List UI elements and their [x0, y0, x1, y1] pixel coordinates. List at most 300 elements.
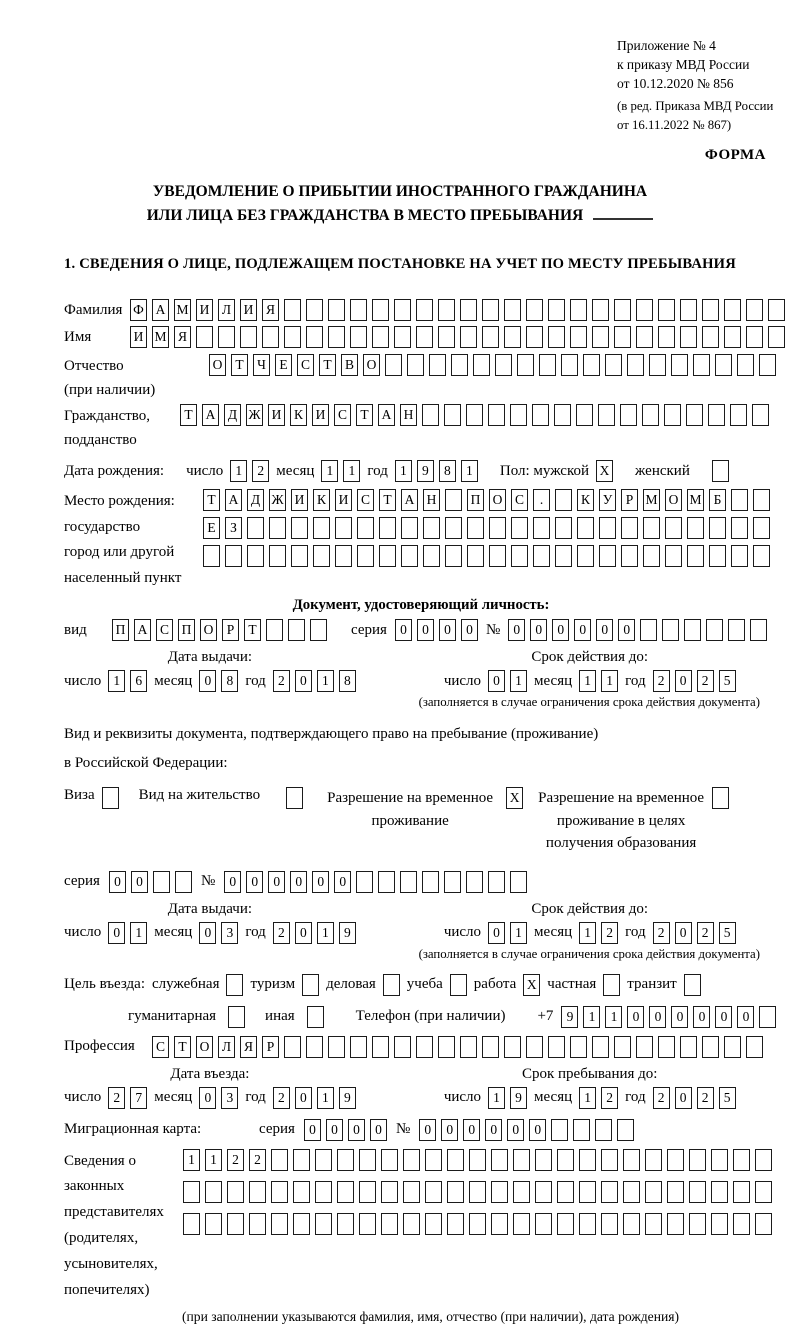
char-cell[interactable]: О — [665, 489, 682, 511]
char-cell[interactable] — [286, 787, 303, 809]
char-cell[interactable] — [451, 354, 468, 376]
char-cell[interactable]: Р — [222, 619, 239, 641]
char-cell[interactable] — [357, 545, 374, 567]
char-cell[interactable] — [394, 299, 411, 321]
char-cell[interactable]: С — [357, 489, 374, 511]
char-cell[interactable]: Т — [180, 404, 197, 426]
char-cell[interactable]: М — [174, 299, 191, 321]
char-cell[interactable]: Т — [174, 1036, 191, 1058]
char-cell[interactable]: К — [577, 489, 594, 511]
char-cell[interactable] — [548, 1036, 565, 1058]
char-cell[interactable]: 0 — [461, 619, 478, 641]
char-cell[interactable] — [711, 1181, 728, 1203]
char-cell[interactable] — [205, 1213, 222, 1235]
char-cell[interactable]: 2 — [653, 1087, 670, 1109]
char-cell[interactable] — [680, 326, 697, 348]
char-cell[interactable]: И — [130, 326, 147, 348]
char-cell[interactable] — [444, 404, 461, 426]
char-cell[interactable] — [557, 1181, 574, 1203]
char-cell[interactable]: 0 — [417, 619, 434, 641]
char-cell[interactable] — [394, 326, 411, 348]
char-cell[interactable] — [689, 1181, 706, 1203]
char-cell[interactable] — [642, 404, 659, 426]
char-cell[interactable] — [712, 787, 729, 809]
char-cell[interactable]: 0 — [199, 1087, 216, 1109]
char-cell[interactable] — [680, 1036, 697, 1058]
char-cell[interactable] — [570, 1036, 587, 1058]
char-cell[interactable] — [539, 354, 556, 376]
char-cell[interactable]: 1 — [488, 1087, 505, 1109]
char-cell[interactable] — [359, 1149, 376, 1171]
char-cell[interactable] — [671, 354, 688, 376]
char-cell[interactable] — [302, 974, 319, 996]
char-cell[interactable] — [306, 1036, 323, 1058]
char-cell[interactable] — [315, 1213, 332, 1235]
char-cell[interactable] — [711, 1213, 728, 1235]
char-cell[interactable] — [445, 545, 462, 567]
char-cell[interactable] — [687, 545, 704, 567]
char-cell[interactable] — [460, 299, 477, 321]
char-cell[interactable] — [712, 460, 729, 482]
char-cell[interactable] — [643, 517, 660, 539]
char-cell[interactable] — [438, 326, 455, 348]
char-cell[interactable] — [579, 1181, 596, 1203]
char-cell[interactable]: Л — [218, 299, 235, 321]
char-cell[interactable] — [383, 974, 400, 996]
char-cell[interactable] — [535, 1149, 552, 1171]
char-cell[interactable] — [614, 1036, 631, 1058]
char-cell[interactable]: Ч — [253, 354, 270, 376]
char-cell[interactable]: 0 — [334, 871, 351, 893]
char-cell[interactable] — [667, 1213, 684, 1235]
char-cell[interactable]: 0 — [295, 1087, 312, 1109]
char-cell[interactable] — [768, 326, 785, 348]
char-cell[interactable] — [592, 1036, 609, 1058]
char-cell[interactable] — [469, 1149, 486, 1171]
char-cell[interactable]: Т — [319, 354, 336, 376]
char-cell[interactable]: Я — [174, 326, 191, 348]
char-cell[interactable] — [313, 545, 330, 567]
char-cell[interactable]: 1 — [605, 1006, 622, 1028]
char-cell[interactable] — [315, 1181, 332, 1203]
char-cell[interactable] — [269, 545, 286, 567]
char-cell[interactable] — [218, 326, 235, 348]
char-cell[interactable] — [576, 404, 593, 426]
char-cell[interactable] — [599, 545, 616, 567]
char-cell[interactable]: О — [200, 619, 217, 641]
char-cell[interactable] — [401, 517, 418, 539]
char-cell[interactable] — [510, 871, 527, 893]
char-cell[interactable] — [357, 517, 374, 539]
char-cell[interactable] — [284, 326, 301, 348]
char-cell[interactable] — [372, 299, 389, 321]
char-cell[interactable]: Ф — [130, 299, 147, 321]
char-cell[interactable]: О — [196, 1036, 213, 1058]
char-cell[interactable] — [356, 871, 373, 893]
char-cell[interactable] — [310, 619, 327, 641]
char-cell[interactable]: 7 — [130, 1087, 147, 1109]
char-cell[interactable]: 8 — [339, 670, 356, 692]
char-cell[interactable] — [702, 1036, 719, 1058]
char-cell[interactable] — [737, 354, 754, 376]
char-cell[interactable] — [269, 517, 286, 539]
char-cell[interactable] — [205, 1181, 222, 1203]
char-cell[interactable]: 0 — [199, 922, 216, 944]
char-cell[interactable] — [601, 1213, 618, 1235]
char-cell[interactable]: 1 — [317, 1087, 334, 1109]
char-cell[interactable]: 0 — [290, 871, 307, 893]
char-cell[interactable]: 9 — [561, 1006, 578, 1028]
char-cell[interactable]: 9 — [510, 1087, 527, 1109]
char-cell[interactable]: 1 — [205, 1149, 222, 1171]
char-cell[interactable] — [102, 787, 119, 809]
char-cell[interactable] — [711, 1149, 728, 1171]
char-cell[interactable] — [491, 1213, 508, 1235]
char-cell[interactable] — [350, 299, 367, 321]
char-cell[interactable] — [262, 326, 279, 348]
char-cell[interactable]: 0 — [108, 922, 125, 944]
char-cell[interactable]: 2 — [601, 922, 618, 944]
char-cell[interactable] — [728, 619, 745, 641]
char-cell[interactable]: 1 — [461, 460, 478, 482]
char-cell[interactable] — [548, 326, 565, 348]
char-cell[interactable] — [482, 1036, 499, 1058]
char-cell[interactable]: 0 — [618, 619, 635, 641]
char-cell[interactable]: И — [240, 299, 257, 321]
char-cell[interactable] — [665, 545, 682, 567]
char-cell[interactable] — [416, 1036, 433, 1058]
char-cell[interactable] — [489, 545, 506, 567]
char-cell[interactable] — [627, 354, 644, 376]
char-cell[interactable] — [689, 1213, 706, 1235]
char-cell[interactable]: 0 — [370, 1119, 387, 1141]
char-cell[interactable] — [495, 354, 512, 376]
char-cell[interactable]: О — [489, 489, 506, 511]
char-cell[interactable] — [381, 1213, 398, 1235]
char-cell[interactable] — [291, 545, 308, 567]
char-cell[interactable]: И — [268, 404, 285, 426]
char-cell[interactable]: С — [152, 1036, 169, 1058]
char-cell[interactable] — [620, 404, 637, 426]
char-cell[interactable] — [592, 326, 609, 348]
char-cell[interactable] — [249, 1213, 266, 1235]
char-cell[interactable] — [335, 545, 352, 567]
char-cell[interactable]: 0 — [552, 619, 569, 641]
char-cell[interactable]: 0 — [326, 1119, 343, 1141]
char-cell[interactable] — [293, 1149, 310, 1171]
char-cell[interactable] — [378, 871, 395, 893]
char-cell[interactable] — [429, 354, 446, 376]
char-cell[interactable] — [733, 1181, 750, 1203]
char-cell[interactable]: 0 — [627, 1006, 644, 1028]
char-cell[interactable] — [313, 517, 330, 539]
char-cell[interactable] — [288, 619, 305, 641]
char-cell[interactable] — [658, 326, 675, 348]
char-cell[interactable]: 1 — [510, 922, 527, 944]
char-cell[interactable] — [247, 517, 264, 539]
char-cell[interactable] — [491, 1149, 508, 1171]
char-cell[interactable] — [271, 1181, 288, 1203]
char-cell[interactable] — [557, 1149, 574, 1171]
char-cell[interactable] — [401, 545, 418, 567]
char-cell[interactable]: Я — [262, 299, 279, 321]
char-cell[interactable]: 0 — [507, 1119, 524, 1141]
char-cell[interactable] — [601, 1149, 618, 1171]
char-cell[interactable] — [447, 1181, 464, 1203]
char-cell[interactable]: 9 — [339, 1087, 356, 1109]
char-cell[interactable]: Б — [709, 489, 726, 511]
char-cell[interactable]: И — [196, 299, 213, 321]
char-cell[interactable] — [555, 545, 572, 567]
char-cell[interactable] — [664, 404, 681, 426]
char-cell[interactable]: 5 — [719, 670, 736, 692]
char-cell[interactable]: 0 — [439, 619, 456, 641]
char-cell[interactable] — [702, 299, 719, 321]
char-cell[interactable] — [623, 1149, 640, 1171]
char-cell[interactable] — [467, 545, 484, 567]
char-cell[interactable] — [422, 404, 439, 426]
char-cell[interactable] — [423, 517, 440, 539]
char-cell[interactable]: А — [401, 489, 418, 511]
char-cell[interactable] — [684, 974, 701, 996]
char-cell[interactable]: 0 — [693, 1006, 710, 1028]
char-cell[interactable] — [686, 404, 703, 426]
char-cell[interactable] — [491, 1181, 508, 1203]
char-cell[interactable] — [680, 299, 697, 321]
char-cell[interactable]: 0 — [131, 871, 148, 893]
char-cell[interactable] — [315, 1149, 332, 1171]
char-cell[interactable]: 3 — [221, 1087, 238, 1109]
char-cell[interactable] — [555, 517, 572, 539]
char-cell[interactable] — [577, 517, 594, 539]
char-cell[interactable] — [577, 545, 594, 567]
char-cell[interactable] — [755, 1181, 772, 1203]
char-cell[interactable]: 0 — [295, 922, 312, 944]
char-cell[interactable] — [595, 1119, 612, 1141]
char-cell[interactable] — [416, 299, 433, 321]
char-cell[interactable]: П — [178, 619, 195, 641]
char-cell[interactable] — [328, 326, 345, 348]
char-cell[interactable] — [548, 299, 565, 321]
char-cell[interactable] — [570, 326, 587, 348]
char-cell[interactable] — [175, 871, 192, 893]
char-cell[interactable]: X — [523, 974, 540, 996]
char-cell[interactable] — [667, 1149, 684, 1171]
char-cell[interactable] — [249, 1181, 266, 1203]
char-cell[interactable] — [337, 1149, 354, 1171]
char-cell[interactable] — [724, 1036, 741, 1058]
char-cell[interactable]: 0 — [199, 670, 216, 692]
char-cell[interactable] — [504, 299, 521, 321]
char-cell[interactable]: К — [313, 489, 330, 511]
char-cell[interactable]: 1 — [317, 922, 334, 944]
char-cell[interactable]: А — [134, 619, 151, 641]
char-cell[interactable]: П — [467, 489, 484, 511]
char-cell[interactable]: 0 — [488, 670, 505, 692]
char-cell[interactable] — [746, 299, 763, 321]
char-cell[interactable] — [466, 871, 483, 893]
char-cell[interactable] — [759, 354, 776, 376]
char-cell[interactable] — [731, 489, 748, 511]
char-cell[interactable]: 0 — [671, 1006, 688, 1028]
char-cell[interactable] — [359, 1213, 376, 1235]
char-cell[interactable] — [621, 545, 638, 567]
char-cell[interactable] — [227, 1181, 244, 1203]
char-cell[interactable] — [196, 326, 213, 348]
char-cell[interactable]: 3 — [221, 922, 238, 944]
char-cell[interactable]: 1 — [395, 460, 412, 482]
char-cell[interactable]: О — [363, 354, 380, 376]
char-cell[interactable] — [526, 299, 543, 321]
char-cell[interactable]: У — [599, 489, 616, 511]
char-cell[interactable] — [306, 299, 323, 321]
char-cell[interactable] — [533, 517, 550, 539]
char-cell[interactable] — [636, 326, 653, 348]
char-cell[interactable]: Я — [240, 1036, 257, 1058]
char-cell[interactable] — [687, 517, 704, 539]
char-cell[interactable]: 1 — [583, 1006, 600, 1028]
char-cell[interactable] — [759, 1006, 776, 1028]
char-cell[interactable] — [328, 299, 345, 321]
char-cell[interactable] — [511, 517, 528, 539]
char-cell[interactable] — [702, 326, 719, 348]
char-cell[interactable] — [570, 299, 587, 321]
char-cell[interactable] — [526, 1036, 543, 1058]
char-cell[interactable] — [623, 1213, 640, 1235]
char-cell[interactable] — [579, 1149, 596, 1171]
char-cell[interactable] — [746, 326, 763, 348]
char-cell[interactable] — [649, 354, 666, 376]
char-cell[interactable]: Т — [379, 489, 396, 511]
char-cell[interactable]: Е — [203, 517, 220, 539]
char-cell[interactable] — [425, 1149, 442, 1171]
char-cell[interactable]: 0 — [737, 1006, 754, 1028]
char-cell[interactable] — [381, 1181, 398, 1203]
char-cell[interactable]: С — [297, 354, 314, 376]
char-cell[interactable] — [513, 1213, 530, 1235]
char-cell[interactable]: 6 — [130, 670, 147, 692]
char-cell[interactable]: В — [341, 354, 358, 376]
char-cell[interactable] — [532, 404, 549, 426]
char-cell[interactable] — [645, 1149, 662, 1171]
char-cell[interactable] — [658, 299, 675, 321]
char-cell[interactable] — [473, 354, 490, 376]
char-cell[interactable] — [482, 326, 499, 348]
char-cell[interactable]: 0 — [246, 871, 263, 893]
char-cell[interactable] — [444, 871, 461, 893]
char-cell[interactable]: 8 — [439, 460, 456, 482]
char-cell[interactable] — [447, 1213, 464, 1235]
char-cell[interactable] — [291, 517, 308, 539]
char-cell[interactable] — [372, 326, 389, 348]
char-cell[interactable]: 0 — [312, 871, 329, 893]
char-cell[interactable] — [731, 517, 748, 539]
char-cell[interactable] — [226, 974, 243, 996]
char-cell[interactable]: 1 — [183, 1149, 200, 1171]
char-cell[interactable] — [573, 1119, 590, 1141]
char-cell[interactable] — [643, 545, 660, 567]
char-cell[interactable] — [510, 404, 527, 426]
char-cell[interactable] — [203, 545, 220, 567]
char-cell[interactable] — [621, 517, 638, 539]
char-cell[interactable] — [425, 1213, 442, 1235]
char-cell[interactable] — [460, 1036, 477, 1058]
char-cell[interactable]: К — [290, 404, 307, 426]
char-cell[interactable] — [337, 1213, 354, 1235]
char-cell[interactable]: М — [152, 326, 169, 348]
char-cell[interactable] — [379, 545, 396, 567]
char-cell[interactable]: 9 — [339, 922, 356, 944]
char-cell[interactable] — [306, 326, 323, 348]
char-cell[interactable]: 9 — [417, 460, 434, 482]
char-cell[interactable] — [603, 974, 620, 996]
char-cell[interactable]: 0 — [715, 1006, 732, 1028]
char-cell[interactable]: 0 — [485, 1119, 502, 1141]
char-cell[interactable] — [504, 326, 521, 348]
char-cell[interactable] — [511, 545, 528, 567]
char-cell[interactable]: 2 — [653, 922, 670, 944]
char-cell[interactable]: 5 — [719, 922, 736, 944]
char-cell[interactable] — [513, 1149, 530, 1171]
char-cell[interactable] — [750, 619, 767, 641]
char-cell[interactable]: 0 — [304, 1119, 321, 1141]
char-cell[interactable] — [753, 517, 770, 539]
char-cell[interactable] — [423, 545, 440, 567]
char-cell[interactable]: 1 — [579, 670, 596, 692]
char-cell[interactable]: Р — [621, 489, 638, 511]
char-cell[interactable] — [645, 1181, 662, 1203]
char-cell[interactable] — [466, 404, 483, 426]
char-cell[interactable] — [658, 1036, 675, 1058]
char-cell[interactable] — [614, 326, 631, 348]
char-cell[interactable] — [240, 326, 257, 348]
char-cell[interactable]: 2 — [273, 1087, 290, 1109]
char-cell[interactable] — [438, 299, 455, 321]
char-cell[interactable] — [227, 1213, 244, 1235]
char-cell[interactable] — [598, 404, 615, 426]
char-cell[interactable] — [447, 1149, 464, 1171]
char-cell[interactable] — [592, 299, 609, 321]
char-cell[interactable]: 0 — [109, 871, 126, 893]
char-cell[interactable]: 1 — [579, 1087, 596, 1109]
char-cell[interactable]: С — [511, 489, 528, 511]
char-cell[interactable] — [359, 1181, 376, 1203]
char-cell[interactable] — [293, 1213, 310, 1235]
char-cell[interactable]: П — [112, 619, 129, 641]
char-cell[interactable] — [488, 871, 505, 893]
char-cell[interactable]: X — [506, 787, 523, 809]
char-cell[interactable]: 0 — [530, 619, 547, 641]
char-cell[interactable] — [266, 619, 283, 641]
char-cell[interactable] — [689, 1149, 706, 1171]
char-cell[interactable] — [684, 619, 701, 641]
char-cell[interactable] — [328, 1036, 345, 1058]
char-cell[interactable]: 0 — [441, 1119, 458, 1141]
char-cell[interactable] — [379, 517, 396, 539]
char-cell[interactable] — [645, 1213, 662, 1235]
char-cell[interactable]: Т — [244, 619, 261, 641]
char-cell[interactable] — [438, 1036, 455, 1058]
char-cell[interactable] — [450, 974, 467, 996]
char-cell[interactable] — [153, 871, 170, 893]
char-cell[interactable]: . — [533, 489, 550, 511]
char-cell[interactable] — [385, 354, 402, 376]
char-cell[interactable] — [517, 354, 534, 376]
char-cell[interactable]: С — [334, 404, 351, 426]
char-cell[interactable]: Ж — [269, 489, 286, 511]
char-cell[interactable]: Д — [224, 404, 241, 426]
char-cell[interactable]: 2 — [653, 670, 670, 692]
